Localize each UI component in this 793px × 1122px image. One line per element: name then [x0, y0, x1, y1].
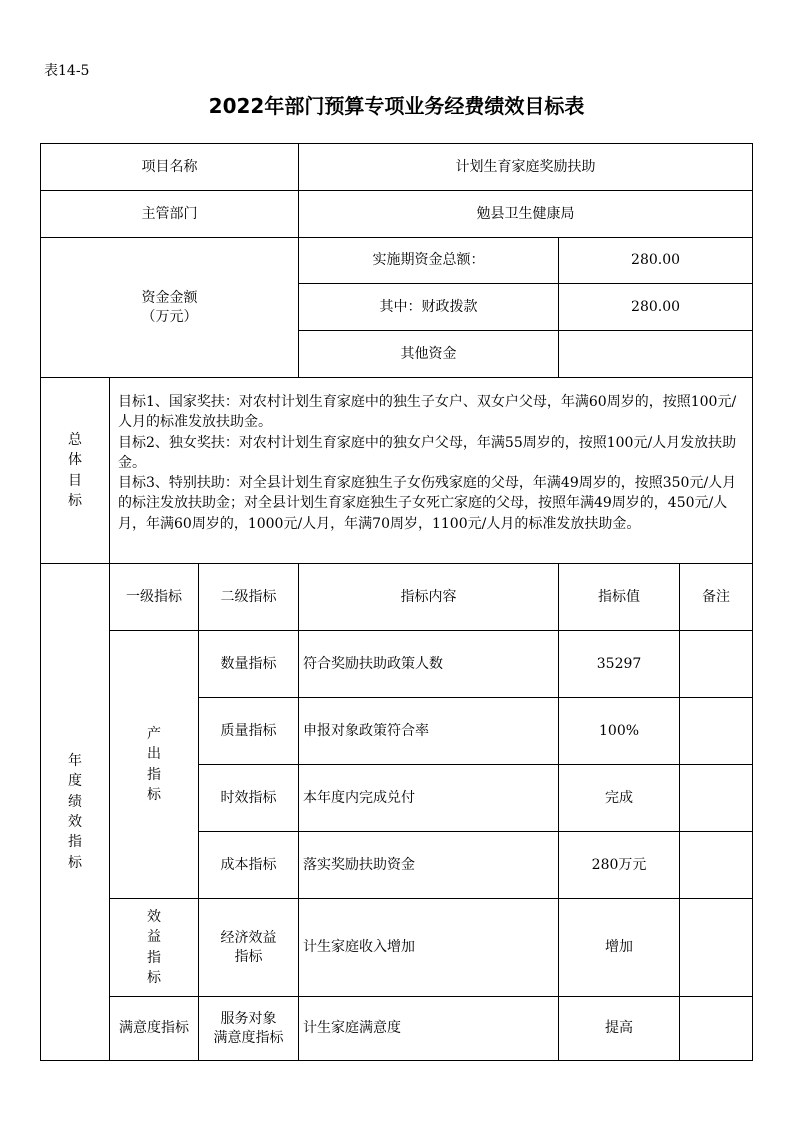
annual-header-row — [41, 564, 753, 631]
output-label — [110, 631, 199, 899]
header-level2: 二级指标 — [199, 564, 299, 631]
value-cell: 增加 — [559, 899, 680, 997]
content-cell: 符合奖励扶助政策人数 — [299, 631, 559, 698]
note-cell — [680, 899, 753, 997]
goal-3: 目标3、特别扶助：对全县计划生育家庭独生子女伤残家庭的父母，年满49周岁的，按照350元/人月的标注发放扶助金；对全县计划生育家庭独生子女死亡家庭的父母，按照年满49周岁的，450元/人月，年满60周岁的，1000元/人月，年满70周岁，1100元/人月的标准发放扶助金。 — [118, 475, 737, 532]
satisfaction-label: 满意度指标 — [110, 997, 199, 1061]
benefit-label-text: 效益指标 — [147, 908, 161, 986]
level2-cell — [199, 997, 299, 1061]
header-content: 指标内容 — [299, 564, 559, 631]
level2-cell: 数量指标 — [199, 631, 299, 698]
funds-other-value — [559, 331, 753, 378]
content-cell: 计生家庭收入增加 — [299, 899, 559, 997]
funds-label-line1: 资金金额 — [141, 289, 198, 306]
overall-goal-content — [110, 378, 753, 564]
table-row — [41, 899, 753, 997]
level2-line1: 服务对象 — [220, 1010, 277, 1027]
department-label: 主管部门 — [41, 191, 299, 238]
project-row — [41, 144, 753, 191]
funds-fiscal-label: 其中：财政拨款 — [299, 284, 559, 331]
header-note: 备注 — [680, 564, 753, 631]
note-cell — [680, 698, 753, 765]
benefit-label — [110, 899, 199, 997]
page-title: 2022年部门预算专项业务经费绩效目标表 — [208, 94, 585, 118]
funds-total-label: 实施期资金总额： — [299, 238, 559, 284]
value-cell: 完成 — [559, 765, 680, 832]
department-row — [41, 191, 753, 238]
funds-label — [41, 238, 299, 378]
goal-1: 目标1、国家奖扶：对农村计划生育家庭中的独生子女户、双女户父母，年满60周岁的，按照100元/人月的标准发放扶助金。 — [118, 394, 737, 431]
annual-label-text: 年度绩效指标 — [68, 753, 82, 871]
funds-label-line2: （万元） — [141, 308, 198, 325]
funds-row-total — [41, 238, 753, 284]
header-value: 指标值 — [559, 564, 680, 631]
overall-goal-label-text: 总体目标 — [68, 431, 82, 509]
project-label: 项目名称 — [41, 144, 299, 191]
table-row — [41, 631, 753, 698]
funds-other-label: 其他资金 — [299, 331, 559, 378]
level2-line2: 满意度指标 — [213, 1029, 284, 1046]
annual-label — [41, 564, 110, 1061]
level2-cell — [199, 899, 299, 997]
content-cell: 计生家庭满意度 — [299, 997, 559, 1061]
level2-line1: 经济效益 — [220, 929, 277, 946]
level2-cell: 时效指标 — [199, 765, 299, 832]
note-cell — [680, 631, 753, 698]
output-label-text: 产出指标 — [147, 725, 161, 803]
value-cell: 280万元 — [559, 832, 680, 899]
content-cell: 申报对象政策符合率 — [299, 698, 559, 765]
content-cell: 本年度内完成兑付 — [299, 765, 559, 832]
table-number: 表14-5 — [44, 63, 90, 79]
department-value: 勉县卫生健康局 — [299, 191, 753, 238]
level2-cell: 质量指标 — [199, 698, 299, 765]
note-cell — [680, 832, 753, 899]
level2-line2: 指标 — [234, 948, 263, 965]
value-cell: 提高 — [559, 997, 680, 1061]
table-row — [41, 997, 753, 1061]
funds-fiscal-value: 280.00 — [559, 284, 753, 331]
note-cell — [680, 997, 753, 1061]
overall-goal-row — [41, 378, 753, 564]
performance-table — [40, 143, 753, 1061]
note-cell — [680, 765, 753, 832]
value-cell: 100% — [559, 698, 680, 765]
funds-total-value: 280.00 — [559, 238, 753, 284]
value-cell: 35297 — [559, 631, 680, 698]
level2-cell: 成本指标 — [199, 832, 299, 899]
goal-2: 目标2、独女奖扶：对农村计划生育家庭中的独女户父母，年满55周岁的，按照100元/人月发放扶助金。 — [118, 434, 737, 471]
project-value: 计划生育家庭奖励扶助 — [299, 144, 753, 191]
content-cell: 落实奖励扶助资金 — [299, 832, 559, 899]
header-level1: 一级指标 — [110, 564, 199, 631]
overall-goal-label — [41, 378, 110, 564]
